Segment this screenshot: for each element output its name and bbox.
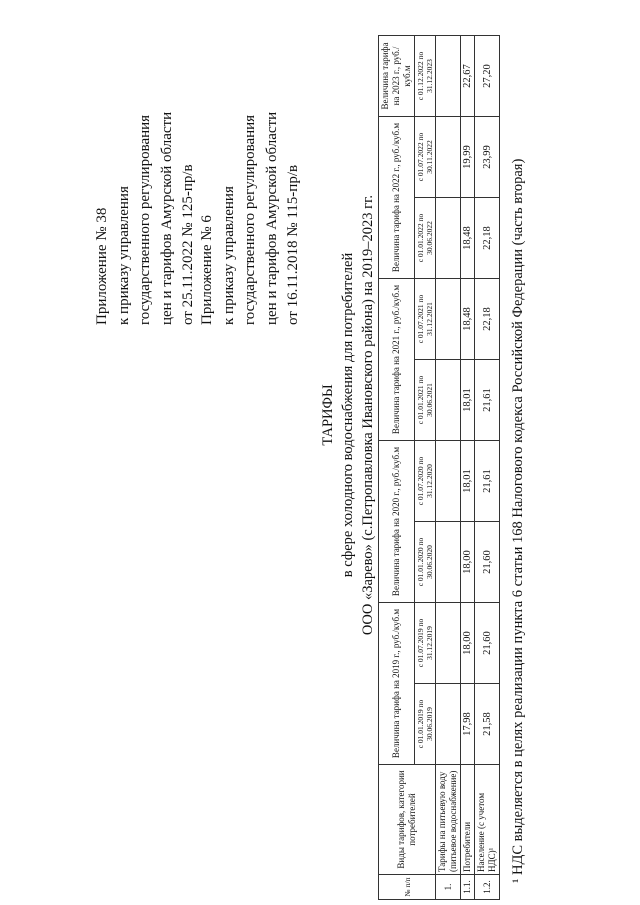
tariff-value: 22,67: [461, 36, 475, 117]
tariff-value: [436, 198, 461, 279]
tariff-value: [436, 36, 461, 117]
tariff-value: 18,01: [461, 360, 475, 441]
tariff-value: [436, 522, 461, 603]
appendix-line: от 16.11.2018 № 115-пр/в: [285, 164, 301, 325]
header-2019: Величина тарифа на 2019 г., руб./куб.м: [379, 603, 415, 765]
tariff-table: [378, 35, 500, 900]
appendix-line: государственного регулирования: [242, 114, 258, 325]
title-heading: ТАРИФЫ: [320, 384, 336, 446]
tariff-value: [436, 360, 461, 441]
tariff-value: 23,99: [475, 117, 500, 198]
row-name: Население (с учетом НДС)¹: [475, 765, 500, 875]
header-2020: Величина тарифа на 2020 г., руб./куб.м: [379, 441, 415, 603]
table-row: [475, 36, 500, 900]
period-cell: с 01.01.2021 по 30.06.2021: [415, 360, 436, 441]
tariff-value: 19,99: [461, 117, 475, 198]
row-name: Потребители: [461, 765, 475, 875]
title-subheading: в сфере холодного водоснабжения для потребителей: [340, 252, 356, 578]
tariff-value: 21,60: [475, 522, 500, 603]
period-cell: с 01.07.2021 по 31.12.2021: [415, 279, 436, 360]
title-organization: ООО «Зарево» (с.Петропавловка Ивановского района) на 2019–2023 гг.: [360, 194, 376, 636]
vat-footnote: ¹ НДС выделяется в целях реализации пункта 6 статьи 168 Налогового кодекса Российской Федерации (часть вторая): [510, 158, 526, 883]
row-name: Тарифы на питьевую воду (питьевое водоснабжение): [436, 765, 461, 875]
tariff-value: [436, 117, 461, 198]
appendix-line: цен и тарифов Амурской области: [158, 111, 175, 325]
tariff-value: 22,18: [475, 198, 500, 279]
tariff-value: [436, 441, 461, 522]
tariff-value: 27,20: [475, 36, 500, 117]
tariff-value: 22,18: [475, 279, 500, 360]
tariff-value: 21,61: [475, 441, 500, 522]
period-cell: с 01.01.2019 по 30.06.2019: [415, 684, 436, 765]
period-cell: с 01.12.2022 по 31.12.2023: [415, 36, 436, 117]
header-2023: Величина тарифа на 2023 г., руб./куб.м: [379, 36, 415, 117]
tariff-value: 18,00: [461, 603, 475, 684]
header-type: Виды тарифов, категории потребителей: [379, 765, 436, 875]
appendix-line: государственного регулирования: [137, 114, 153, 325]
period-cell: с 01.01.2022 по 30.06.2022: [415, 198, 436, 279]
header-2021: Величина тарифа на 2021 г., руб./куб.м: [379, 279, 415, 441]
appendix-line: к приказу управления: [220, 186, 237, 325]
header-2022: Величина тарифа на 2022 г., руб./куб.м: [379, 117, 415, 279]
tariff-value: [436, 684, 461, 765]
row-num: 1.2.: [475, 875, 500, 900]
appendix-38-header: [92, 112, 200, 325]
appendix-6-header: [197, 112, 305, 325]
table-header-row: [379, 36, 415, 900]
period-cell: с 01.01.2020 по 30.06.2020: [415, 522, 436, 603]
appendix-line: Приложение № 6: [199, 215, 215, 325]
tariff-value: 21,58: [475, 684, 500, 765]
tariff-value: 21,61: [475, 360, 500, 441]
appendix-line: Приложение № 38: [94, 207, 110, 325]
period-cell: с 01.07.2020 по 31.12.2020: [415, 441, 436, 522]
table-row: [436, 36, 461, 900]
period-cell: с 01.07.2022 по 30.11.2022: [415, 117, 436, 198]
tariff-value: 18,00: [461, 522, 475, 603]
tariff-value: 18,48: [461, 198, 475, 279]
row-num: 1.1.: [461, 875, 475, 900]
tariff-value: 21,60: [475, 603, 500, 684]
table-row: [461, 36, 475, 900]
tariff-value: [436, 603, 461, 684]
document-title: [318, 115, 378, 715]
period-cell: с 01.07.2019 по 31.12.2019: [415, 603, 436, 684]
appendix-line: к приказу управления: [115, 186, 132, 325]
row-num: 1.: [436, 875, 461, 900]
tariff-value: 17,98: [461, 684, 475, 765]
header-num: № п/п: [379, 875, 436, 900]
tariff-value: [436, 279, 461, 360]
appendix-line: от 25.11.2022 № 125-пр/в: [180, 164, 196, 325]
tariff-value: 18,01: [461, 441, 475, 522]
tariff-value: 18,48: [461, 279, 475, 360]
appendix-line: цен и тарифов Амурской области: [263, 111, 280, 325]
